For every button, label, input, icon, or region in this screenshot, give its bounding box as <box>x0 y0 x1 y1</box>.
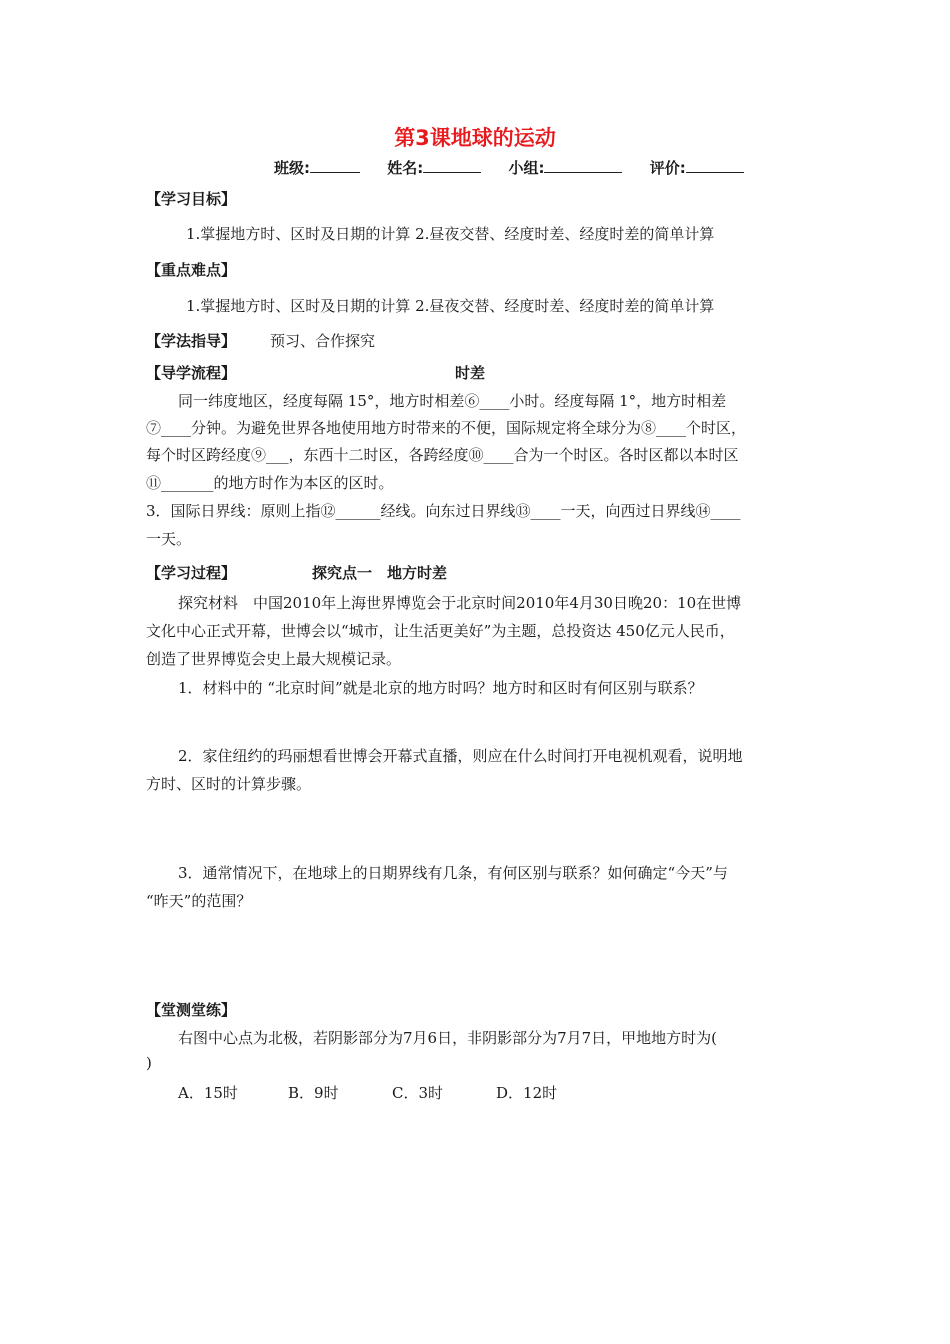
key-text: 1.掌握地方时、区时及日期的计算 2.昼夜交替、经度时差、经度时差的简单计算 <box>186 297 715 315</box>
material-line: 创造了世界博览会史上最大规模记录。 <box>146 650 402 668</box>
flow-heading: 【导学流程】 <box>146 364 237 382</box>
process-subtitle: 探究点一 地方时差 <box>312 564 448 582</box>
material-line: 文化中心正式开幕，世博会以“城市，让生活更美好”为主题，总投资达 450亿元人民币， <box>146 622 735 640</box>
method-text: 预习、合作探究 <box>270 332 376 350</box>
name-label: 姓名: <box>387 159 424 177</box>
dateline-line: 3．国际日界线：原则上指⑫______经线。向东过日界线⑬____一天，向西过日界线⑭____ <box>146 502 741 520</box>
question-2-line: 方时、区时的计算步骤。 <box>146 775 312 793</box>
material-line: 探究材料 中国2010年上海世界博览会于北京时间2010年4月30日晚20：10在世博 <box>178 594 742 612</box>
flow-paragraph-line: ⑦____分钟。为避免世界各地使用地方时带来的不便，国际规定将全球分为⑧____个时区， <box>146 419 747 437</box>
goals-heading: 【学习目标】 <box>146 190 237 208</box>
flow-paragraph-line: 同一纬度地区，经度每隔 15°，地方时相差⑥____小时。经度每隔 1°，地方时相差 <box>178 392 727 410</box>
group-field <box>508 159 622 177</box>
question-3-line: “昨天”的范围？ <box>146 892 252 910</box>
question-3-line: 3．通常情况下，在地球上的日期界线有几条，有何区别与联系？如何确定“今天”与 <box>178 864 728 882</box>
eval-field <box>650 159 744 177</box>
process-heading: 【学习过程】 <box>146 564 237 582</box>
dateline-line: 一天。 <box>146 530 192 548</box>
choice-d[interactable]: D．12时 <box>496 1084 558 1102</box>
choice-a[interactable]: A．15时 <box>178 1084 238 1102</box>
flow-subtitle: 时差 <box>455 364 486 382</box>
name-blank[interactable] <box>423 158 481 173</box>
test-question-line: ) <box>146 1054 152 1072</box>
flow-paragraph-line: ⑪_______的地方时作为本区的区时。 <box>146 474 394 492</box>
group-label: 小组: <box>508 159 545 177</box>
student-info-line <box>274 157 766 178</box>
eval-blank[interactable] <box>686 158 744 173</box>
class-field <box>274 159 360 177</box>
eval-label: 评价: <box>649 159 686 177</box>
question-2-line: 2．家住纽约的玛丽想看世博会开幕式直播，则应在什么时间打开电视机观看，说明地 <box>178 747 743 765</box>
method-heading: 【学法指导】 <box>146 332 237 350</box>
class-label: 班级: <box>274 159 310 177</box>
question-1: 1．材料中的 “北京时间”就是北京的地方时吗？地方时和区时有何区别与联系？ <box>178 679 703 697</box>
class-blank[interactable] <box>310 158 360 173</box>
choice-c[interactable]: C．3时 <box>392 1084 444 1102</box>
key-heading: 【重点难点】 <box>146 261 237 279</box>
test-heading: 【堂测堂练】 <box>146 1001 237 1019</box>
flow-paragraph-line: 每个时区跨经度⑨___，东西十二时区，各跨经度⑩____合为一个时区。各时区都以本时区 <box>146 446 739 464</box>
test-question-line: 右图中心点为北极，若阴影部分为7月6日，非阴影部分为7月7日，甲地地方时为( <box>178 1029 718 1047</box>
group-blank[interactable] <box>544 158 622 173</box>
name-field <box>387 159 481 177</box>
goals-text: 1.掌握地方时、区时及日期的计算 2.昼夜交替、经度时差、经度时差的简单计算 <box>186 225 715 243</box>
choice-b[interactable]: B．9时 <box>288 1084 339 1102</box>
page-title: 第3课地球的运动 <box>394 126 556 150</box>
